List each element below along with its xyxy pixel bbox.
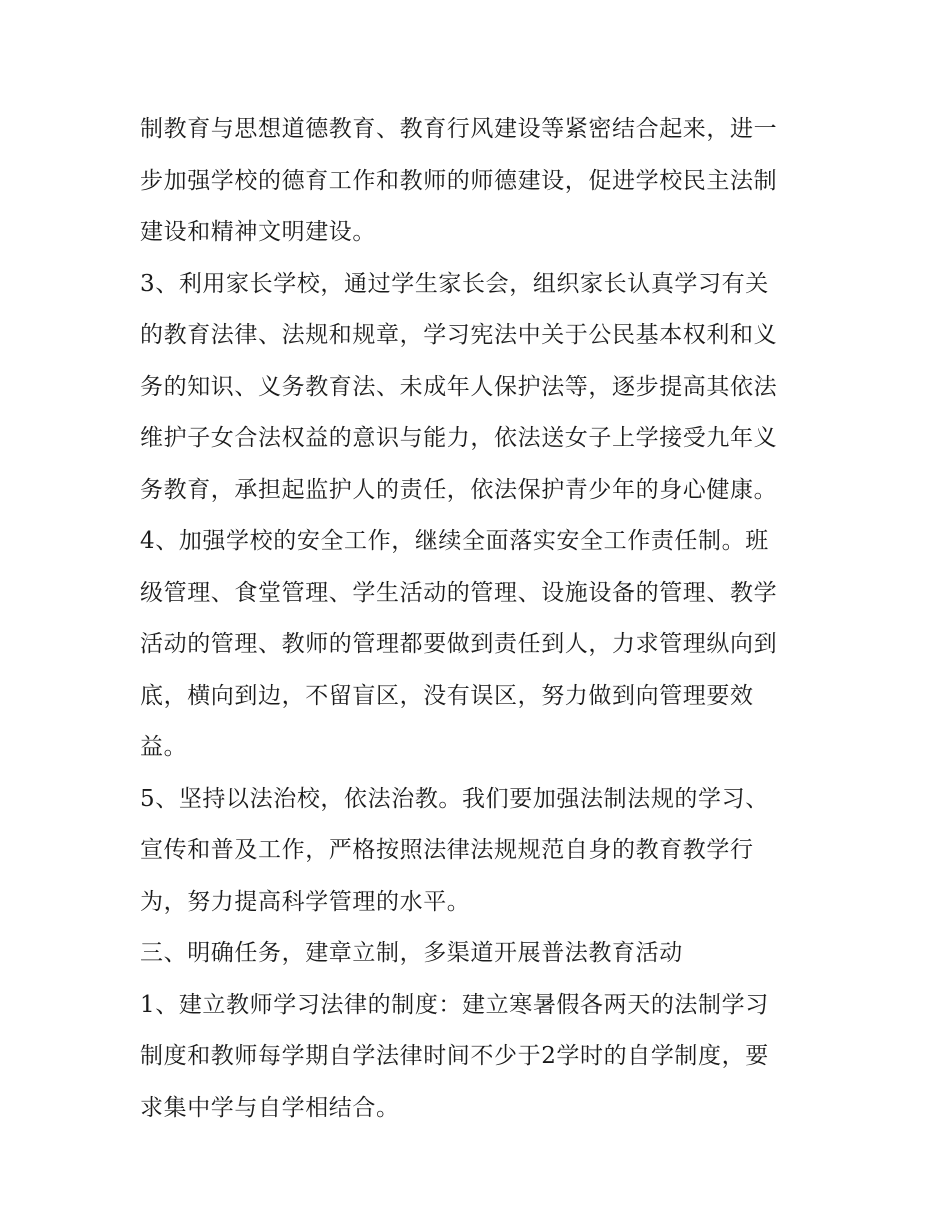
text-line: 务教育，承担起监护人的责任，依法保护青少年的身心健康。 [140, 476, 778, 503]
text-line: 1、建立教师学习法律的制度：建立寒暑假各两天的法制学习 [140, 991, 769, 1018]
body-text [140, 104, 830, 1134]
text-line: 的教育法律、法规和规章，学习宪法中关于公民基本权利和义 [140, 322, 778, 348]
text-line: 建设和精神文明建设。 [140, 219, 376, 245]
text-line: 求集中学与自学相结合。 [140, 1094, 400, 1121]
text-line: 底，横向到边，不留盲区，没有误区，努力做到向管理要效 [140, 682, 754, 709]
text-line: 级管理、食堂管理、学生活动的管理、设施设备的管理、教学 [140, 579, 778, 606]
text-line: 3、利用家长学校，通过学生家长会，组织家长认真学习有关 [140, 270, 769, 297]
text-line: 务的知识、义务教育法、未成年人保护法等，逐步提高其依法 [140, 373, 778, 400]
text-line: 5、坚持以法治校，依法治教。我们要加强法制法规的学习、 [140, 785, 769, 812]
text-line: 益。 [140, 734, 188, 760]
text-line: 4、加强学校的安全工作，继续全面落实安全工作责任制。班 [140, 528, 769, 554]
section-heading: 三、明确任务，建章立制，多渠道开展普法教育活动 [140, 940, 683, 966]
text-line: 制教育与思想道德教育、教育行风建设等紧密结合起来，进一 [140, 116, 778, 142]
text-line: 活动的管理、教师的管理都要做到责任到人，力求管理纵向到 [140, 631, 778, 657]
text-line: 宣传和普及工作，严格按照法律法规规范自身的教育教学行 [140, 837, 754, 863]
text-line: 维护子女合法权益的意识与能力，依法送女子上学接受九年义 [140, 425, 778, 451]
text-line: 为，努力提高科学管理的水平。 [140, 888, 471, 915]
text-line: 步加强学校的德育工作和教师的师德建设，促进学校民主法制 [140, 167, 778, 194]
text-line: 制度和教师每学期自学法律时间不少于2学时的自学制度，要 [140, 1043, 769, 1069]
